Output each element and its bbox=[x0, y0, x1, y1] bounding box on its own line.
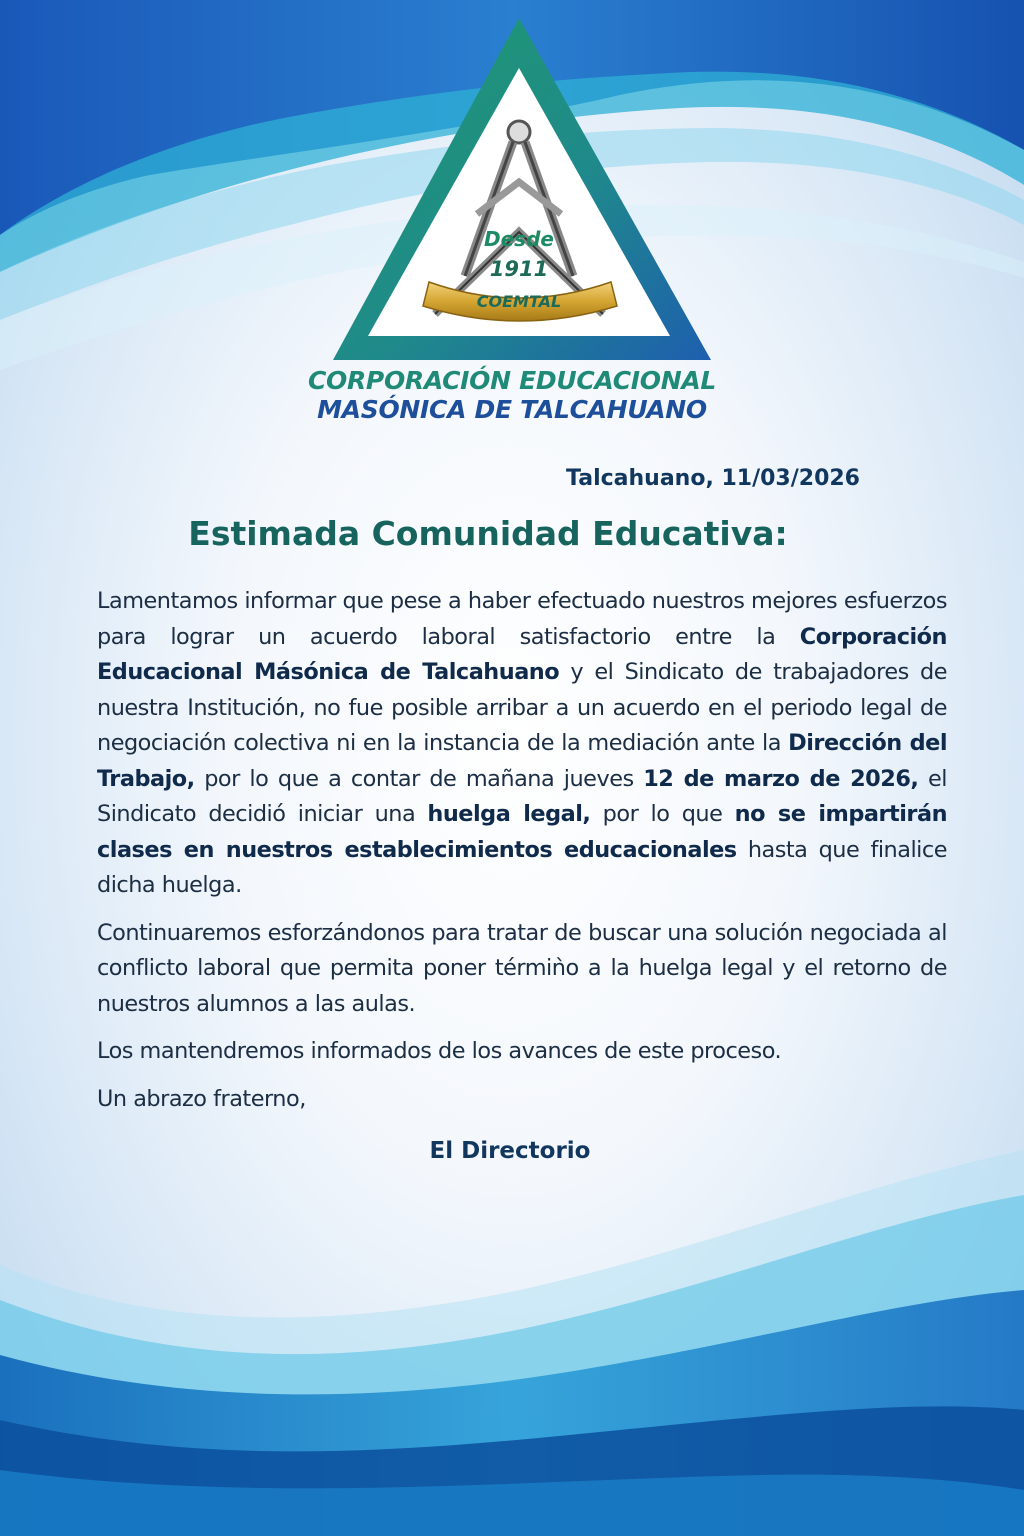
paragraph-continuation: Continuaremos esforzándonos para tratar de buscar una solución negociada al conflicto laboral que permita poner térmiǹo a la huelga legal y el retorno de nuestros alumnos a las aulas. bbox=[97, 919, 947, 1017]
huelga-legal-bold: huelga legal, bbox=[427, 801, 591, 827]
letter-body bbox=[97, 584, 947, 1129]
direccion-trabajo-bold: Dirección del Trabajo, bbox=[97, 730, 947, 792]
logo-ribbon-text: COEMTAL bbox=[476, 292, 562, 311]
strike-date-bold: 12 de marzo de 2026, bbox=[643, 765, 919, 792]
organization-name-line1: CORPORACIÓN EDUCACIONAL bbox=[307, 366, 717, 395]
org-name-bold: Corporación Educacional Másónica de Talcahuano bbox=[97, 623, 947, 685]
paragraph-closing: Un abrazo fraterno, bbox=[97, 1085, 306, 1112]
logo-desde: Desde bbox=[484, 227, 554, 251]
organization-name-line2: MASÓNICA DE TALCAHUANO bbox=[317, 395, 707, 424]
logo-year: 1911 bbox=[489, 257, 549, 281]
letter-date: Talcahuano, 11/03/2026 bbox=[566, 466, 860, 491]
paragraph-announcement: Lamentamos informar que pese a haber efectuado nuestros mejores esfuerzos para lograr un acuerdo laboral satisfactorio entre la Corporación Educacional Másónica de Talcahuano y el Sindicato de trabajadores de nuestra Institución, no fue posible arribar a un acuerdo en el periodo legal de negociación colectiva ni en la instancia de la mediación ante la Dirección del Trabajo, por lo que a contar de mañana jueves 12 de marzo de 2026, el Sindicato decidió iniciar una huelga legal, por lo que no se impartirán clases en nuestros establecimientos educacionales hasta que finalice dicha huelga. bbox=[97, 588, 948, 898]
letter-signature: El Directorio bbox=[429, 1138, 591, 1164]
letter-greeting: Estimada Comunidad Educativa: bbox=[188, 514, 788, 553]
no-classes-bold: no se impartirán clases en nuestros establecimientos educacionales bbox=[97, 801, 948, 863]
paragraph-updates: Los mantendremos informados de los avances de este proceso. bbox=[97, 1038, 782, 1064]
coemtal-logo bbox=[327, 14, 717, 364]
